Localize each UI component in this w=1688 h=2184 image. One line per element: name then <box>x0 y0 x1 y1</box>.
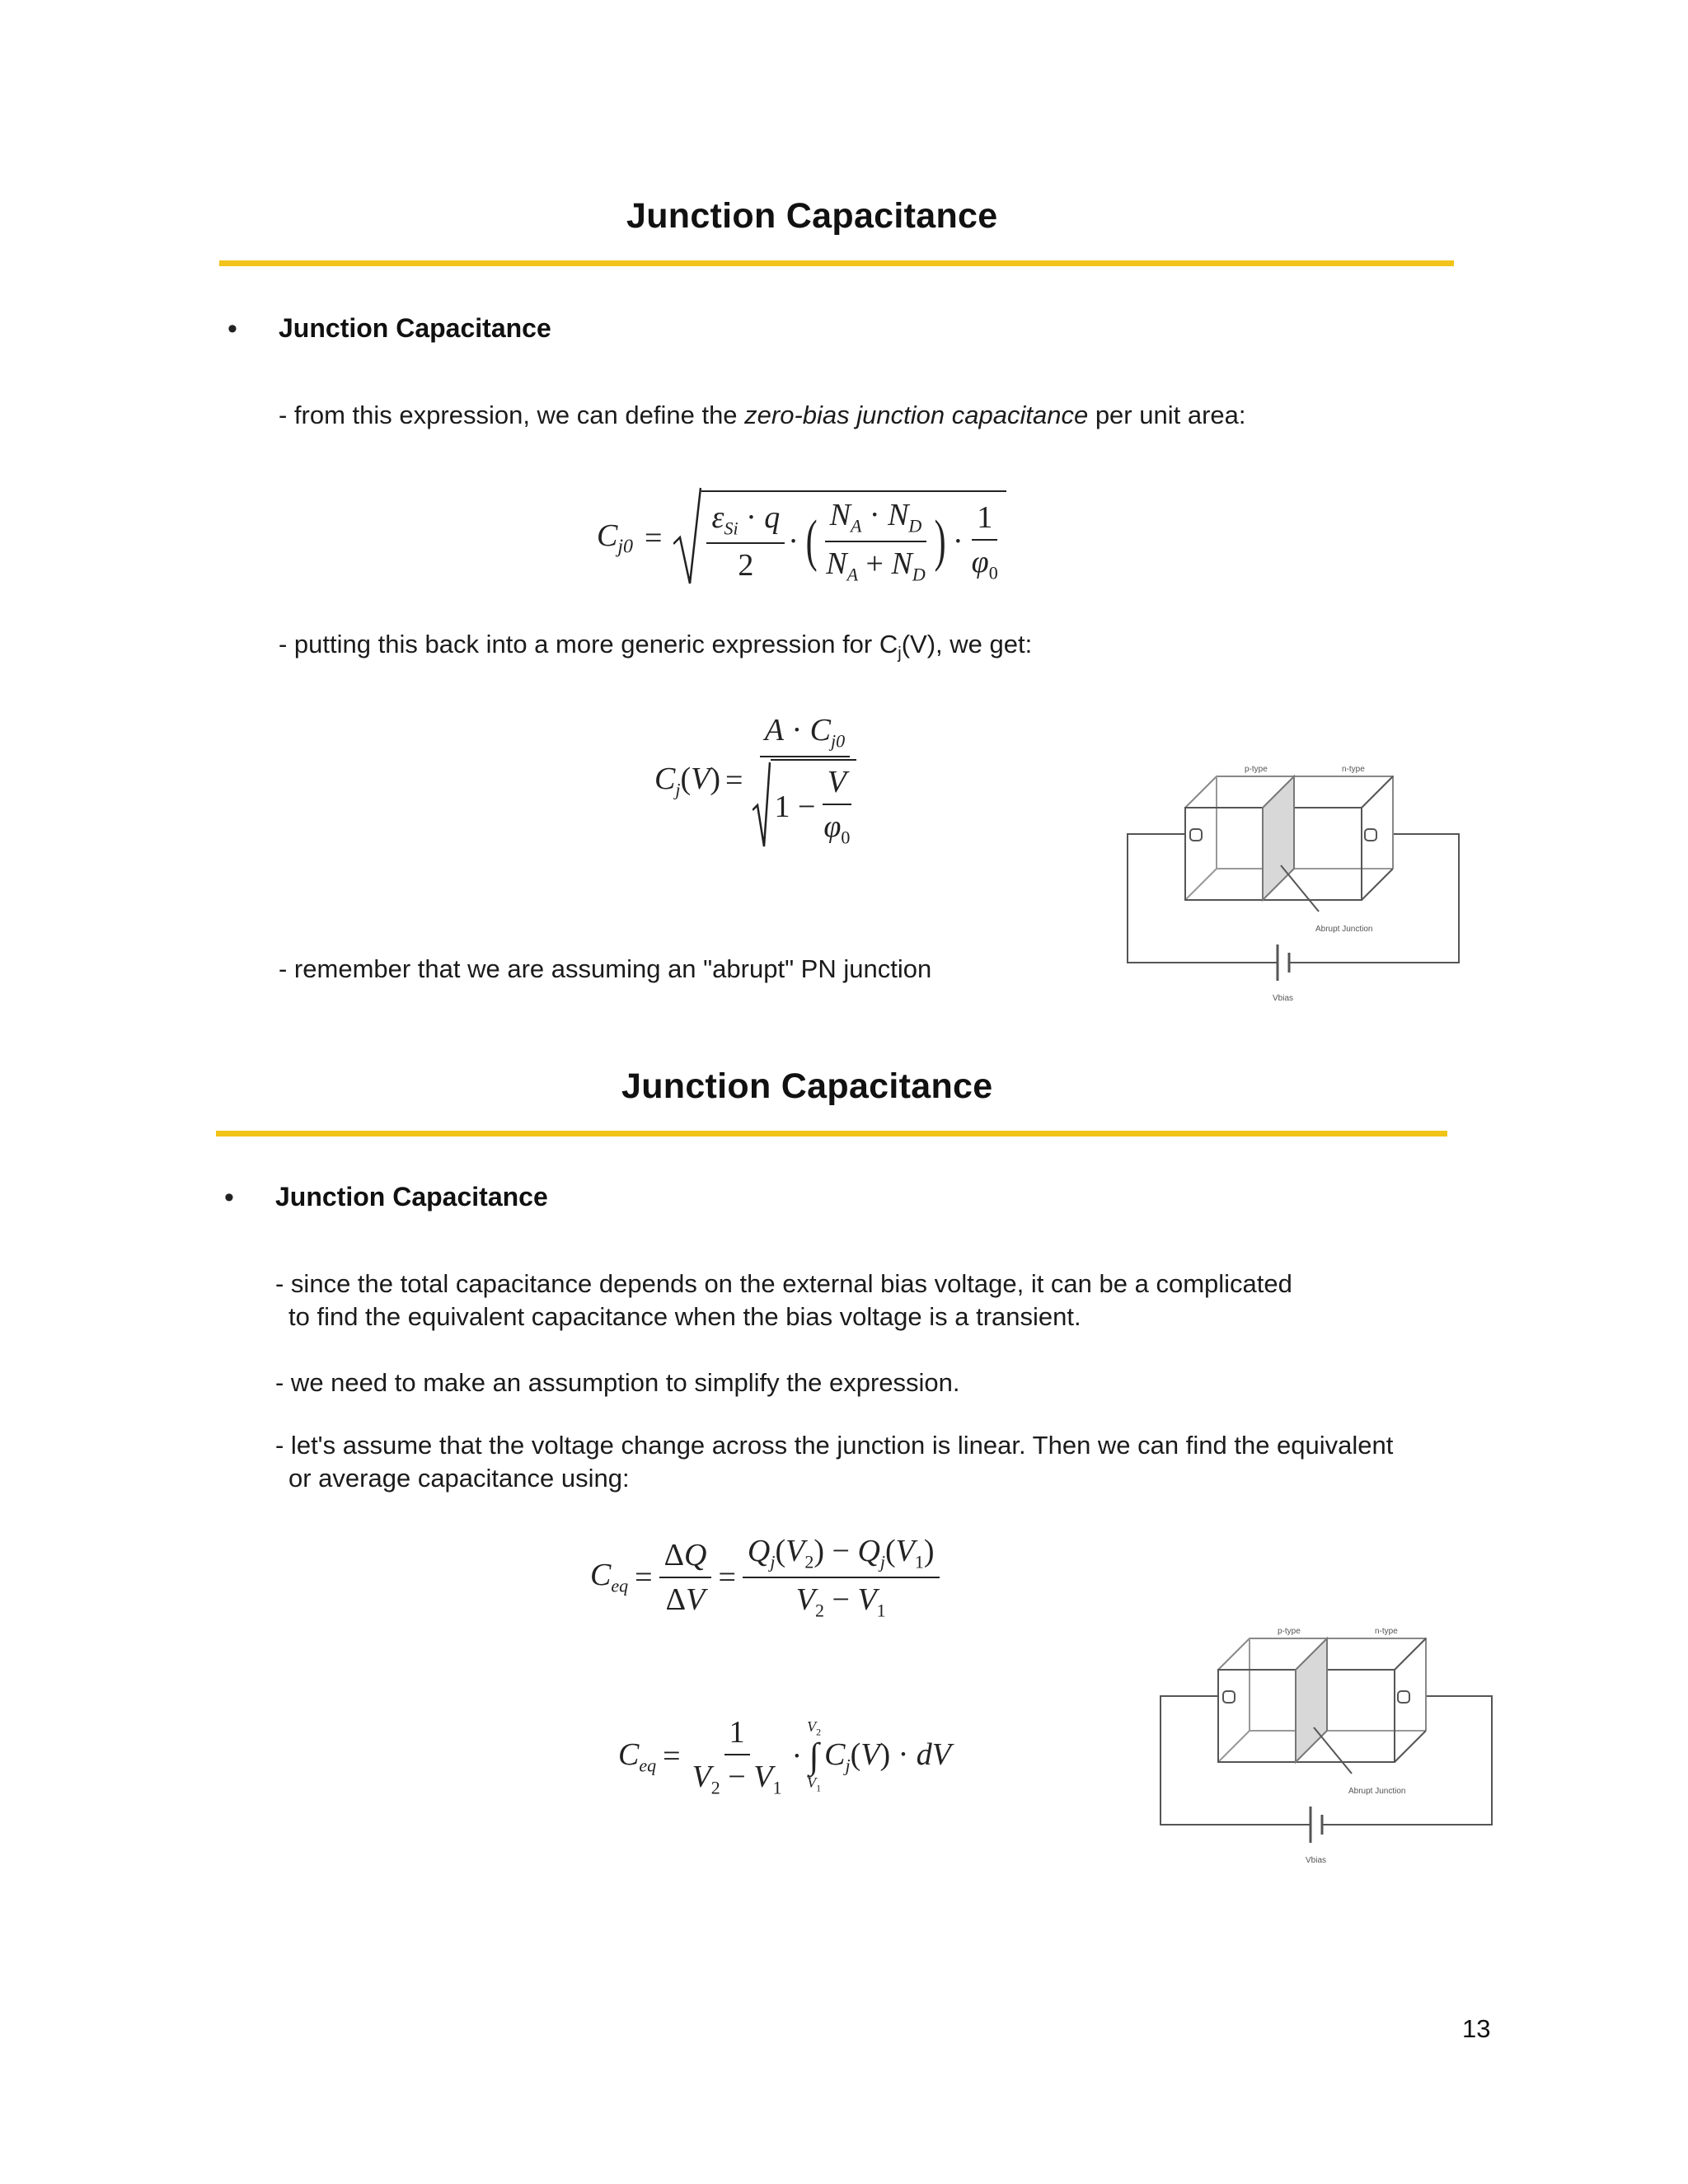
slide1-title: Junction Capacitance <box>626 196 998 236</box>
contact-right <box>1398 1691 1409 1703</box>
integral-sign: $V_2$ ∫ $V_1$ <box>807 1718 822 1794</box>
slide2-bullet-heading: Junction Capacitance <box>275 1182 548 1212</box>
slide1-line2-suffix: (V), we get: <box>901 630 1033 658</box>
junction-plane <box>1263 776 1294 900</box>
vbias-label: Vbias <box>1273 994 1294 1003</box>
slide1-line2-sub: j <box>898 644 902 663</box>
bullet-dot: • <box>224 1182 234 1213</box>
slide2-line1b: to find the equivalent capacitance when the bias voltage is a transient. <box>288 1302 1081 1331</box>
box-edge-top-right <box>1395 1638 1426 1670</box>
slide2-line1a: - since the total capacitance depends on the external bias voltage, it can be a complicated <box>275 1269 1292 1298</box>
circuit-wire-left <box>1160 1696 1311 1825</box>
circuit-wire-right <box>1322 1696 1492 1825</box>
box-hidden-edge-2 <box>1218 1731 1250 1762</box>
sqrt-sign <box>673 485 701 592</box>
p-type-label: p-type <box>1278 1627 1301 1636</box>
box-edge-bottom-right <box>1395 1731 1426 1762</box>
slide2-title: Junction Capacitance <box>621 1066 993 1106</box>
equation-cjv: $C_j(V)$ = $A \cdot C_{j0}$ 1 − $\frac{V}{\varphi_0}$ <box>654 712 861 850</box>
pn-junction-diagram-1 <box>1121 758 1467 1005</box>
bullet-dot: • <box>227 313 237 344</box>
box-hidden-edge-2 <box>1185 869 1217 900</box>
contact-left <box>1190 829 1202 841</box>
slide1-line2-prefix: - putting this back into a more generic expression for C <box>279 630 898 658</box>
n-type-label: n-type <box>1375 1627 1398 1636</box>
contact-left <box>1223 1691 1235 1703</box>
junction-pointer <box>1281 865 1319 912</box>
equation-cj0: $C_{j0}$ = $\frac{\varepsilon_{Si} \cdot q}{2}$ · ( $\frac{N_A \cdot N_D}{N_A + N_D}$ ) · $\frac{1}{\varphi_0}$ <box>597 485 1006 592</box>
equation-ceq-integral: $C_{eq}$ = $\frac{1}{V_2 - V_1}$ · $V_2$ ∫ $V_1$ $C_j(V)$ · dV <box>618 1715 951 1798</box>
slide1-line3: - remember that we are assuming an "abrupt" PN junction <box>279 954 932 983</box>
slide2-line2: - we need to make an assumption to simplify the expression. <box>275 1368 960 1397</box>
page-number: 13 <box>1462 2014 1491 2043</box>
abrupt-junction-label: Abrupt Junction <box>1315 925 1373 934</box>
equation-ceq-delta: $C_{eq}$ = $\frac{\Delta Q}{\Delta V}$ = $\frac{Q_j(V_2) - Q_j(V_1)}{V_2 - V_1}$ <box>590 1533 940 1621</box>
slide1-line1-suffix: per unit area: <box>1088 401 1246 429</box>
sqrt-sign-2 <box>753 759 771 850</box>
n-type-label: n-type <box>1342 765 1365 774</box>
vbias-label: Vbias <box>1306 1856 1327 1865</box>
slide1-bullet-heading: Junction Capacitance <box>279 313 551 343</box>
circuit-wire-right <box>1289 834 1459 963</box>
junction-pointer <box>1314 1727 1352 1774</box>
circuit-wire-left <box>1128 834 1278 963</box>
p-type-label: p-type <box>1245 765 1268 774</box>
slide2-line3a: - let's assume that the voltage change across the junction is linear. Then we can find the equivalent <box>275 1431 1394 1460</box>
pn-junction-diagram-2 <box>1154 1620 1500 1868</box>
box-edge-bottom-right <box>1362 869 1393 900</box>
slide2-line3b: or average capacitance using: <box>288 1464 630 1493</box>
slide2-title-rule <box>216 1131 1447 1137</box>
contact-right <box>1365 829 1376 841</box>
junction-plane <box>1296 1638 1327 1762</box>
abrupt-junction-label: Abrupt Junction <box>1348 1787 1406 1796</box>
slide1-line1-prefix: - from this expression, we can define the <box>279 401 745 429</box>
slide1-title-rule <box>219 260 1454 266</box>
slide1-line1-italic: zero-bias junction capacitance <box>744 401 1089 429</box>
slide1-line1 <box>279 399 1246 432</box>
box-edge-top-right <box>1362 776 1393 808</box>
slide1-line2 <box>279 628 1032 670</box>
